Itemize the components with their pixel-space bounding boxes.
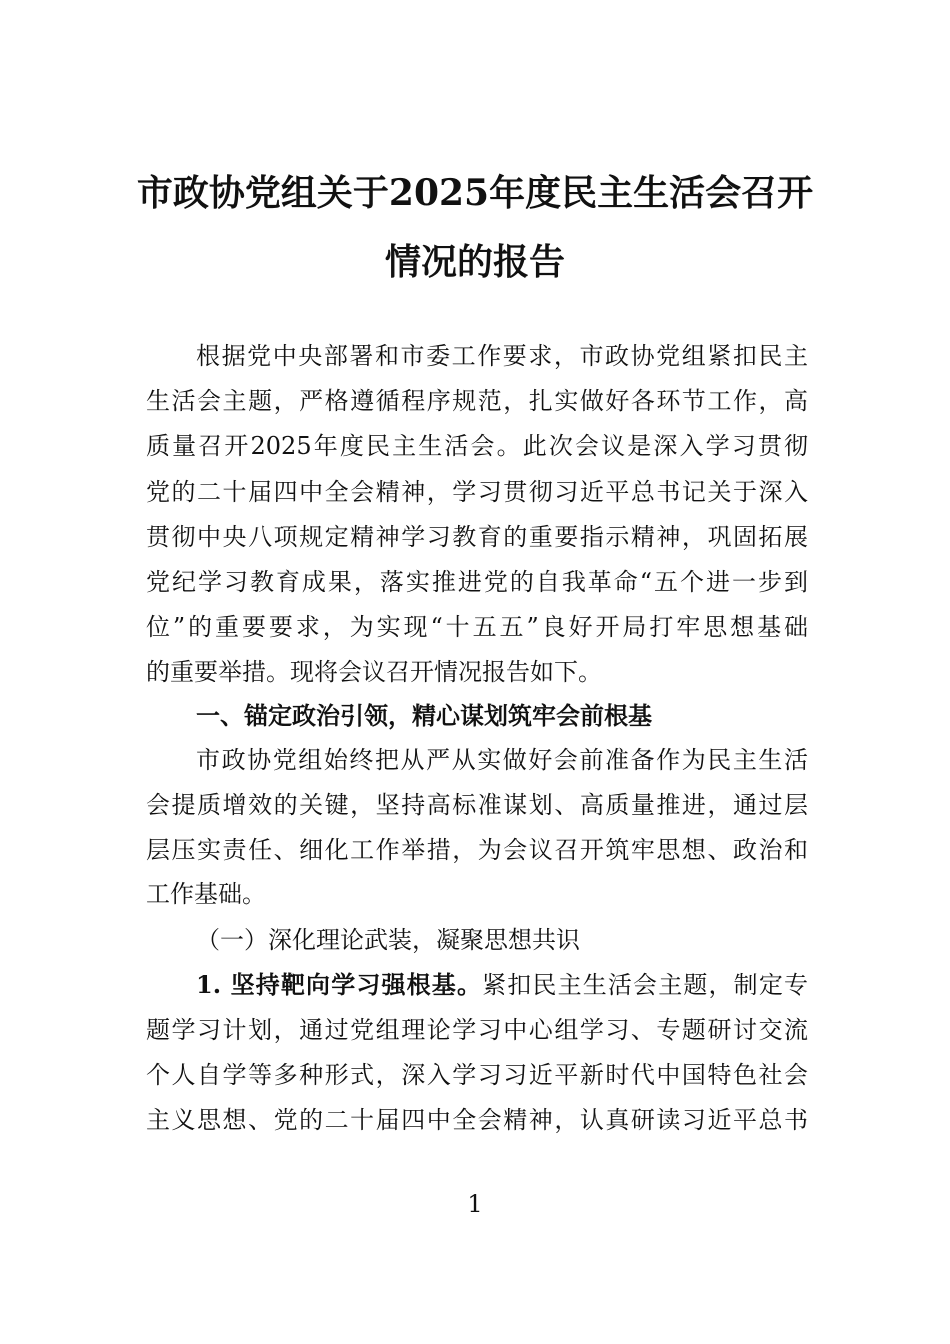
item-lead: 1. 坚持靶向学习强根基。 bbox=[196, 970, 483, 999]
text-line: 位”的重要要求，为实现“十五五”良好开局打牢思想基础 bbox=[146, 613, 808, 641]
text-line: 层压实责任、细化工作举措，为会议召开筑牢思想、政治和 bbox=[146, 836, 808, 864]
text-line: 主义思想、党的二十届四中全会精神，认真研读习近平总书 bbox=[146, 1106, 808, 1134]
text-line: 的重要举措。现将会议召开情况报告如下。 bbox=[146, 658, 602, 686]
document-title-line-1: 市政协党组关于2025年度民主生活会召开 bbox=[136, 172, 814, 214]
text-line: 贯彻中央八项规定精神学习教育的重要指示精神，巩固拓展 bbox=[146, 523, 808, 551]
item-text: 紧扣民主生活会主题，制定专 bbox=[482, 971, 808, 999]
page-number: 1 bbox=[467, 1190, 483, 1218]
text-line: 会提质增效的关键，坚持高标准谋划、高质量推进，通过层 bbox=[146, 791, 808, 819]
text-line: 题学习计划，通过党组理论学习中心组学习、专题研讨交流 bbox=[146, 1016, 808, 1044]
text-line: 质量召开2025年度民主生活会。此次会议是深入学习贯彻 bbox=[146, 432, 808, 460]
subsection-heading: （一）深化理论武装，凝聚思想共识 bbox=[196, 926, 580, 954]
text-line bbox=[196, 970, 808, 1000]
text-line: 党纪学习教育成果，落实推进党的自我革命“五个进一步到 bbox=[146, 568, 808, 596]
text-line: 党的二十届四中全会精神，学习贯彻习近平总书记关于深入 bbox=[146, 478, 808, 506]
text-line: 市政协党组始终把从严从实做好会前准备作为民主生活 bbox=[196, 746, 808, 774]
text-line: 根据党中央部署和市委工作要求，市政协党组紧扣民主 bbox=[196, 342, 808, 370]
section-heading: 一、锚定政治引领，精心谋划筑牢会前根基 bbox=[196, 701, 652, 730]
text-line: 个人自学等多种形式，深入学习习近平新时代中国特色社会 bbox=[146, 1061, 808, 1089]
text-line: 工作基础。 bbox=[146, 880, 266, 908]
document-title-line-2: 情况的报告 bbox=[384, 241, 565, 283]
text-line: 生活会主题，严格遵循程序规范，扎实做好各环节工作，高 bbox=[146, 387, 808, 415]
